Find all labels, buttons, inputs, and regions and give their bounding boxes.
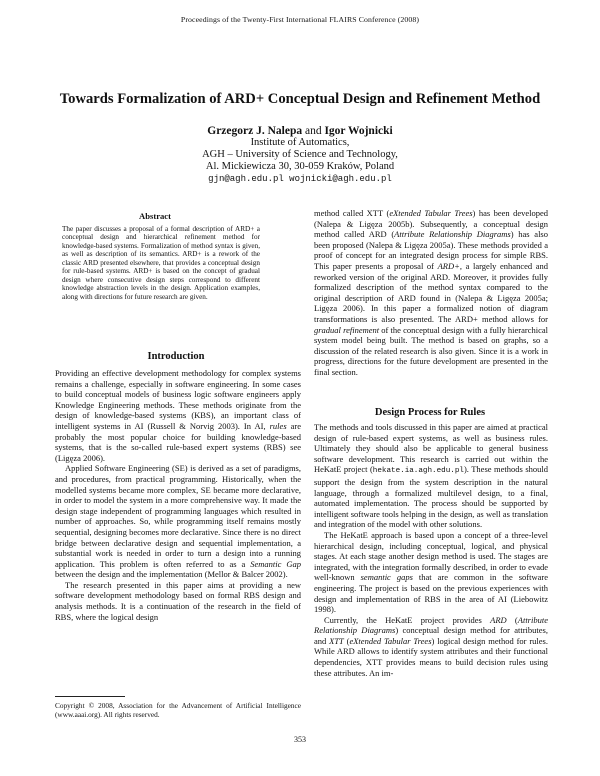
- institute: Institute of Automatics,: [250, 137, 350, 148]
- proceedings-header: Proceedings of the Twenty-First International FLAIRS Conference (2008): [180, 15, 420, 24]
- design-process-heading: Design Process for Rules: [374, 407, 486, 418]
- intro-paragraph-3: The research presented in this paper aims at providing a new software development methodology based on formal RBS design and analysis methods. It is a continuation of the research in the field of RBS, where the logical design: [55, 579, 301, 622]
- abstract-text: The paper discusses a proposal of a formal description of ARD+ a conceptual design and hierarchical refinement method for knowledge-based systems. Formalization of method syntax is given, as well as description of its semantics. ARD+ is a rework of the classic ARD presented elsewhere, that provides a conceptual design for rule-based systems. ARD+ is based on the concept of gradual design where consecutive design steps correspond to different knowledge abstraction levels in the design. Application examples, along with directions for future research are given.: [62, 225, 260, 301]
- design-paragraph-1: The methods and tools discussed in this paper are aimed at practical design of rule-based expert systems, as well as business rules. Ultimately they should also be applicable to general business software development. This research is carried out within the HeKatE project (hekate.ia.agh.edu.pl). These methods should support the design from the system description in the natural language, through a formalized multilevel design, to a final, automated implementation. The process should be supported by intelligent software tools helping in the design, as well as translation and integration of the model with other solutions.: [314, 422, 548, 530]
- author-block: [20, 125, 580, 185]
- project-url[interactable]: hekate.ia.agh.edu.pl: [372, 467, 464, 476]
- paper-title: Towards Formalization of ARD+ Conceptual Design and Refinement Method: [59, 91, 541, 107]
- abstract-heading: Abstract: [139, 211, 171, 221]
- university: AGH – University of Science and Technology,: [202, 149, 398, 160]
- page-number: 353: [294, 735, 306, 744]
- address: Al. Mickiewicza 30, 30-059 Kraków, Poland: [205, 161, 395, 172]
- right-column-top: [314, 208, 548, 378]
- author-names: [20, 125, 580, 137]
- intro-paragraph-2: Applied Software Engineering (SE) is derived as a set of paradigms, and procedures, from practical programming. Historically, when the modelled systems became more complex, SE became more declarative, in order to model the system in a more comprehensive way. It made the design stage independent of programming languages which resulted in number of approaches. So, while programming itself remains mostly sequential, designing becomes more declarative. Since there is no direct bridge between declarative design and sequential implementation, a substantial work is needed in order to turn a design into a running application. This problem is often referred to as a Semantic Gap between the design and the implementation (Mellor & Balcer 2002).: [55, 463, 301, 580]
- footnote-divider: [55, 696, 125, 697]
- copyright-notice: Copyright © 2008, Association for the Advancement of Artificial Intelligence (www.aaai.org). All rights reserved.: [55, 701, 301, 719]
- design-paragraph-2: The HeKatE approach is based upon a concept of a three-level hierarchical design, including conceptual, logical, and physical stages. At each stage another design method is used. The stages are integrated, with the integration formally described, in order to evade well-known semantic gaps that are common in the software engineering. The project is based on the previous experiences with design and implementation of RBS in the area of AI (Liebowitz 1998).: [314, 529, 548, 615]
- design-process-body: [314, 422, 548, 678]
- intro-paragraph-1: Providing an effective development methodology for complex systems remains a challenge, especially in software engineering. In some cases to build conceptual models of business logic software engineers apply Knowledge Engineering methods. These methods originate from the design of knowledge-based systems (KBS), an important class of intelligent systems in AI (Russell & Norvig 2003). In AI, rules are probably the most popular choice for building knowledge-based systems, that is the so-called rule-based expert systems (RBS) see (Ligęza 2006).: [55, 368, 301, 463]
- introduction-heading: Introduction: [147, 351, 205, 362]
- design-paragraph-3: Currently, the HeKatE project provides ARD (Attribute Relationship Diagrams) conceptual design method for attributes, and XTT (eXtended Tabular Trees) logical design method for rules. While ARD allows to identify system attributes and their functional dependencies, XTT provides means to build decision rules using these attributes. An im-: [314, 614, 548, 678]
- author-and: and: [304, 125, 322, 137]
- author-emails: gjn@agh.edu.pl wojnicki@agh.edu.pl: [208, 174, 392, 184]
- right-paragraph-0: method called XTT (eXtended Tabular Trees) has been developed (Nalepa & Ligęza 2005b). Subsequently, a conceptual design method called ARD (Attribute Relationship Diagrams) has also been proposed (Nalepa & Ligęza 2005a). These methods provided a proof of concept for an integrated design process for simple RBS. This paper presents a proposal of ARD+, a largely enhanced and reworked version of the original ARD. Moreover, it provides fully formalized description of the method syntax compared to the original description of ARD found in (Nalepa & Ligęza 2005a; Ligęza 2006). In this paper a formalized notion of diagram transformations is also presented. The ARD+ method allows for gradual refinement of the conceptual design with a fully hierarchical system model being built. The method is based on graphs, so a discussion of the related research is also given. Since it is a work in progress, directions for the future development are presented in the final section.: [314, 208, 549, 377]
- introduction-body: [55, 368, 301, 622]
- author-2: Igor Wojnicki: [324, 125, 393, 137]
- author-1: Grzegorz J. Nalepa: [207, 125, 303, 137]
